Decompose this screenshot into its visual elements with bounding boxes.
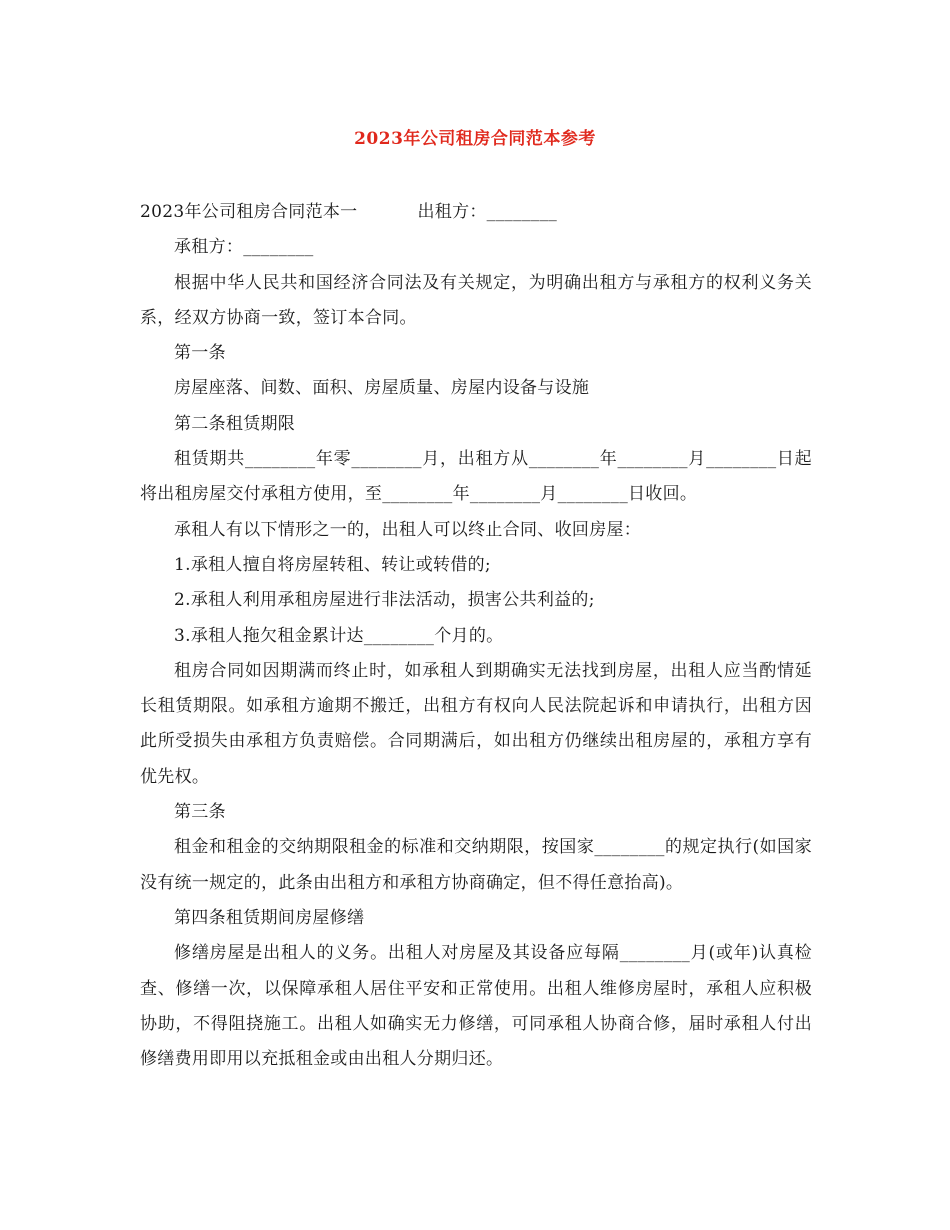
article-4-heading: 第四条租赁期间房屋修缮 bbox=[174, 907, 365, 928]
lessor-field: 出租方：________ bbox=[417, 202, 558, 222]
termination-item-1: 1.承租人擅自将房屋转租、转让或转借的; bbox=[174, 554, 491, 575]
expiry-paragraph: 租房合同如因期满而终止时，如承租人到期确实无法找到房屋，出租人应当酌情延长租赁期限。如承租方逾期不搬迁，出租方有权向人民法院起诉和申请执行，出租方因此所受损失由承租方负责赔偿。合同期满后，如出租方仍继续出租房屋的，承租方享有优先权。 bbox=[140, 660, 812, 787]
lessee-field: 承租方：________ bbox=[174, 237, 314, 258]
lease-term-paragraph: 租赁期共________年零________月，出租方从________年________月________日起将出租房屋交付承租方使用，至________年________月________日收回。 bbox=[140, 449, 812, 505]
article-1-heading: 第一条 bbox=[174, 343, 226, 364]
article-1-text: 房屋座落、间数、面积、房屋质量、房屋内设备与设施 bbox=[174, 378, 590, 399]
rent-paragraph: 租金和租金的交纳期限租金的标准和交纳期限，按国家________的规定执行(如国家没有统一规定的，此条由出租方和承租方协商确定，但不得任意抬高)。 bbox=[140, 837, 812, 893]
article-2-heading: 第二条租赁期限 bbox=[174, 413, 296, 434]
contract-heading: 2023年公司租房合同范本一 bbox=[140, 202, 358, 222]
document-title: 2023年公司租房合同范本参考 bbox=[354, 129, 596, 149]
termination-intro: 承租人有以下情形之一的，出租人可以终止合同、收回房屋： bbox=[174, 519, 642, 540]
preamble-paragraph: 根据中华人民共和国经济合同法及有关规定，为明确出租方与承租方的权利义务关系，经双方协商一致，签订本合同。 bbox=[140, 272, 812, 328]
first-line bbox=[140, 195, 812, 230]
termination-item-3: 3.承租人拖欠租金累计达________个月的。 bbox=[174, 625, 504, 646]
repair-paragraph: 修缮房屋是出租人的义务。出租人对房屋及其设备应每隔________月(或年)认真检查、修缮一次，以保障承租人居住平安和正常使用。出租人维修房屋时，承租人应积极协助，不得阻挠施工。出租人如确实无力修缮，可同承租人协商合修，届时承租人付出修缮费用即用以充抵租金或由出租人分期归还。 bbox=[140, 943, 812, 1070]
document-body bbox=[140, 195, 812, 1077]
article-3-heading: 第三条 bbox=[174, 802, 226, 823]
termination-item-2: 2.承租人利用承租房屋进行非法活动，损害公共利益的; bbox=[174, 590, 595, 611]
